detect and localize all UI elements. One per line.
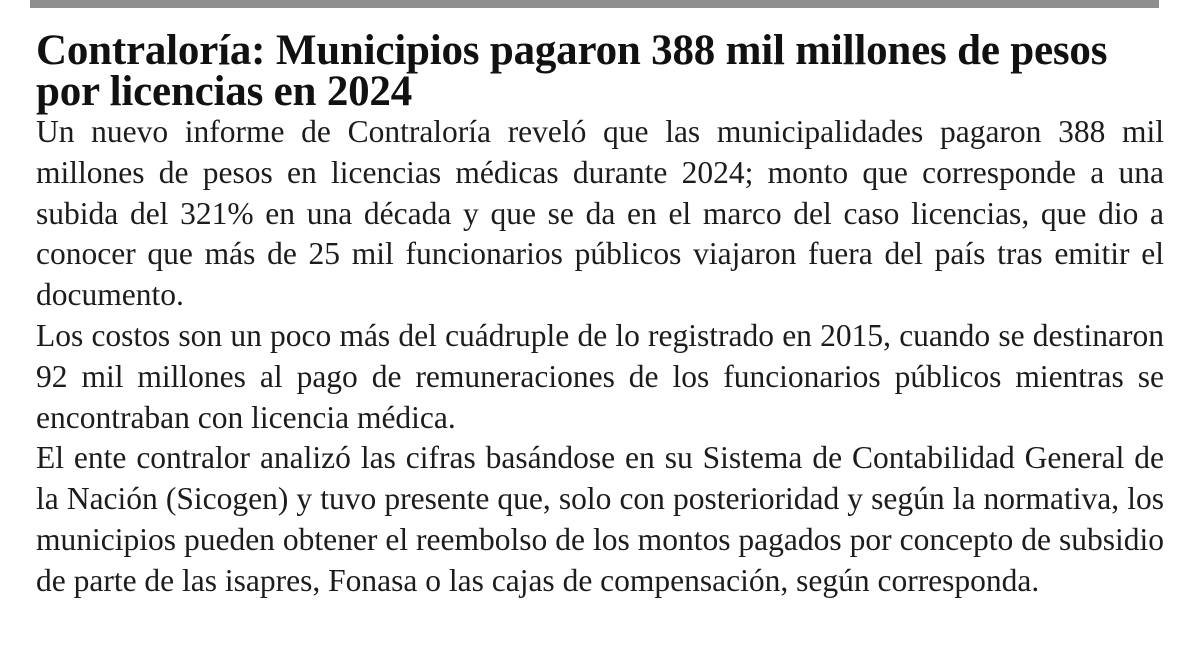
top-divider-rule — [30, 0, 1159, 8]
article-paragraph-2: Los costos son un poco más del cuádruple de lo registrado en 2015, cuando se destinaron 92 mil millones al pago de remuneraciones de los funcionarios públicos mientras se encontraban con licencia médica. — [36, 317, 1164, 435]
article-paragraph-1: Un nuevo informe de Contraloría reveló que las municipalidades pagaron 388 mil millones de pesos en licencias médicas durante 2024; monto que corresponde a una subida del 321% en una década y que se da en el marco del caso licencias, que dio a conocer que más de 25 mil funcionarios públicos viajaron fuera del país tras emitir el documento. — [36, 114, 1164, 313]
article-headline: Contraloría: Municipios pagaron 388 mil millones de pesos por licencias en 2024 — [36, 27, 1108, 115]
article-paragraph-3: El ente contralor analizó las cifras basándose en su Sistema de Contabilidad General de la Nación (Sicogen) y tuvo presente que, solo con posterioridad y según la normativa, los municipios pueden obtener el reembolso de los montos pagados por concepto de subsidio de parte de las isapres, Fonasa o las cajas de compensación, según corresponda. — [36, 440, 1164, 598]
article — [36, 27, 1164, 602]
